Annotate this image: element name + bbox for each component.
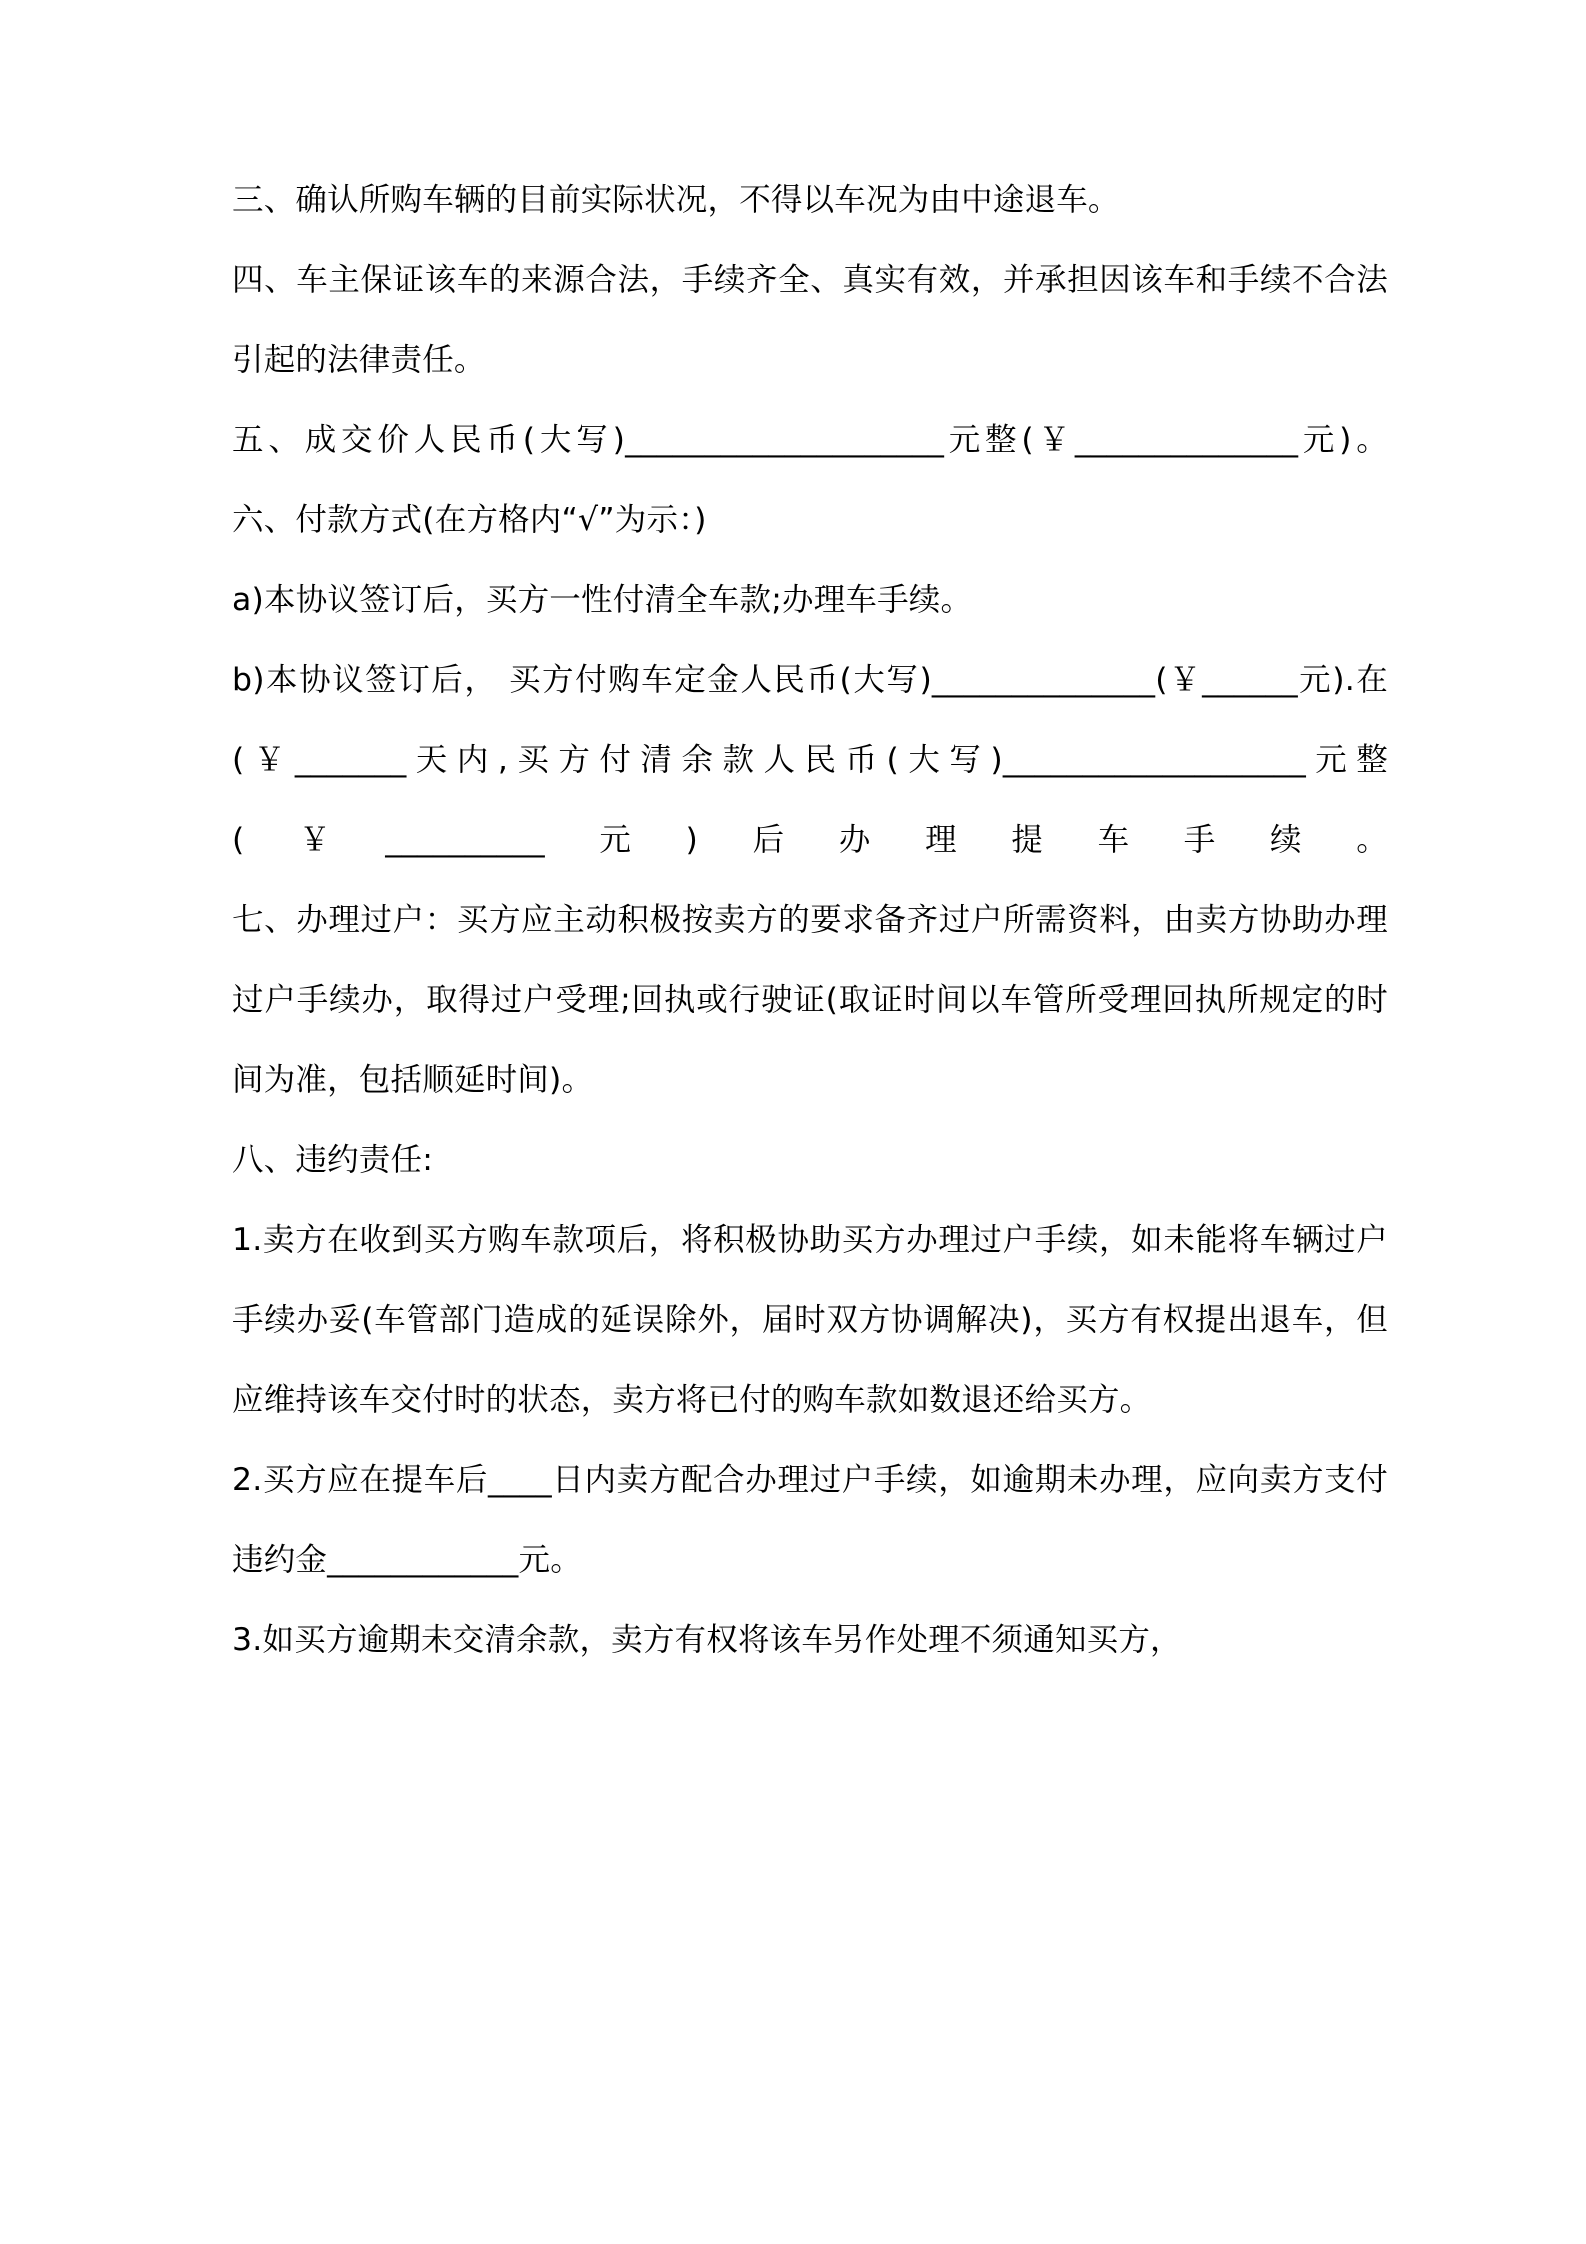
clause-paragraph-4: 四、车主保证该车的来源合法，手续齐全、真实有效，并承担因该车和手续不合法引起的法律责任。 bbox=[232, 262, 1388, 378]
clause-paragraph-6a: a)本协议签订后，买方一性付清全车款;办理车手续。 bbox=[232, 582, 973, 618]
clause-paragraph-8-1: 1.卖方在收到买方购车款项后，将积极协助买方办理过户手续，如未能将车辆过户手续办妥(车管部门造成的延误除外，届时双方协调解决)，买方有权提出退车，但应维持该车交付时的状态，卖方将已付的购车款如数退还给买方。 bbox=[232, 1222, 1388, 1418]
clause-paragraph-6: 六、付款方式(在方格内“√”为示：) bbox=[232, 502, 707, 538]
clause-paragraph-6b: b)本协议签订后， 买方付购车定金人民币(大写)______________(￥______元).在(￥_______天内,买方付清余款人民币(大写)___________________元整(￥__________元)后办理提车手续。 bbox=[232, 662, 1388, 858]
clause-paragraph-3: 三、确认所购车辆的目前实际状况，不得以车况为由中途退车。 bbox=[232, 182, 1120, 218]
document-body bbox=[232, 160, 1388, 1680]
clause-paragraph-8-2: 2.买方应在提车后____日内卖方配合办理过户手续，如逾期未办理，应向卖方支付违约金____________元。 bbox=[232, 1462, 1388, 1578]
clause-paragraph-8-title: 八、违约责任: bbox=[232, 1142, 434, 1178]
clause-paragraph-5: 五、成交价人民币(大写)____________________元整(￥______________元)。 bbox=[232, 422, 1388, 458]
clause-paragraph-8-3: 3.如买方逾期未交清余款，卖方有权将该车另作处理不须通知买方， bbox=[232, 1622, 1182, 1658]
clause-paragraph-7: 七、办理过户：买方应主动积极按卖方的要求备齐过户所需资料，由卖方协助办理过户手续办，取得过户受理;回执或行驶证(取证时间以车管所受理回执所规定的时间为准，包括顺延时间)。 bbox=[232, 902, 1388, 1098]
